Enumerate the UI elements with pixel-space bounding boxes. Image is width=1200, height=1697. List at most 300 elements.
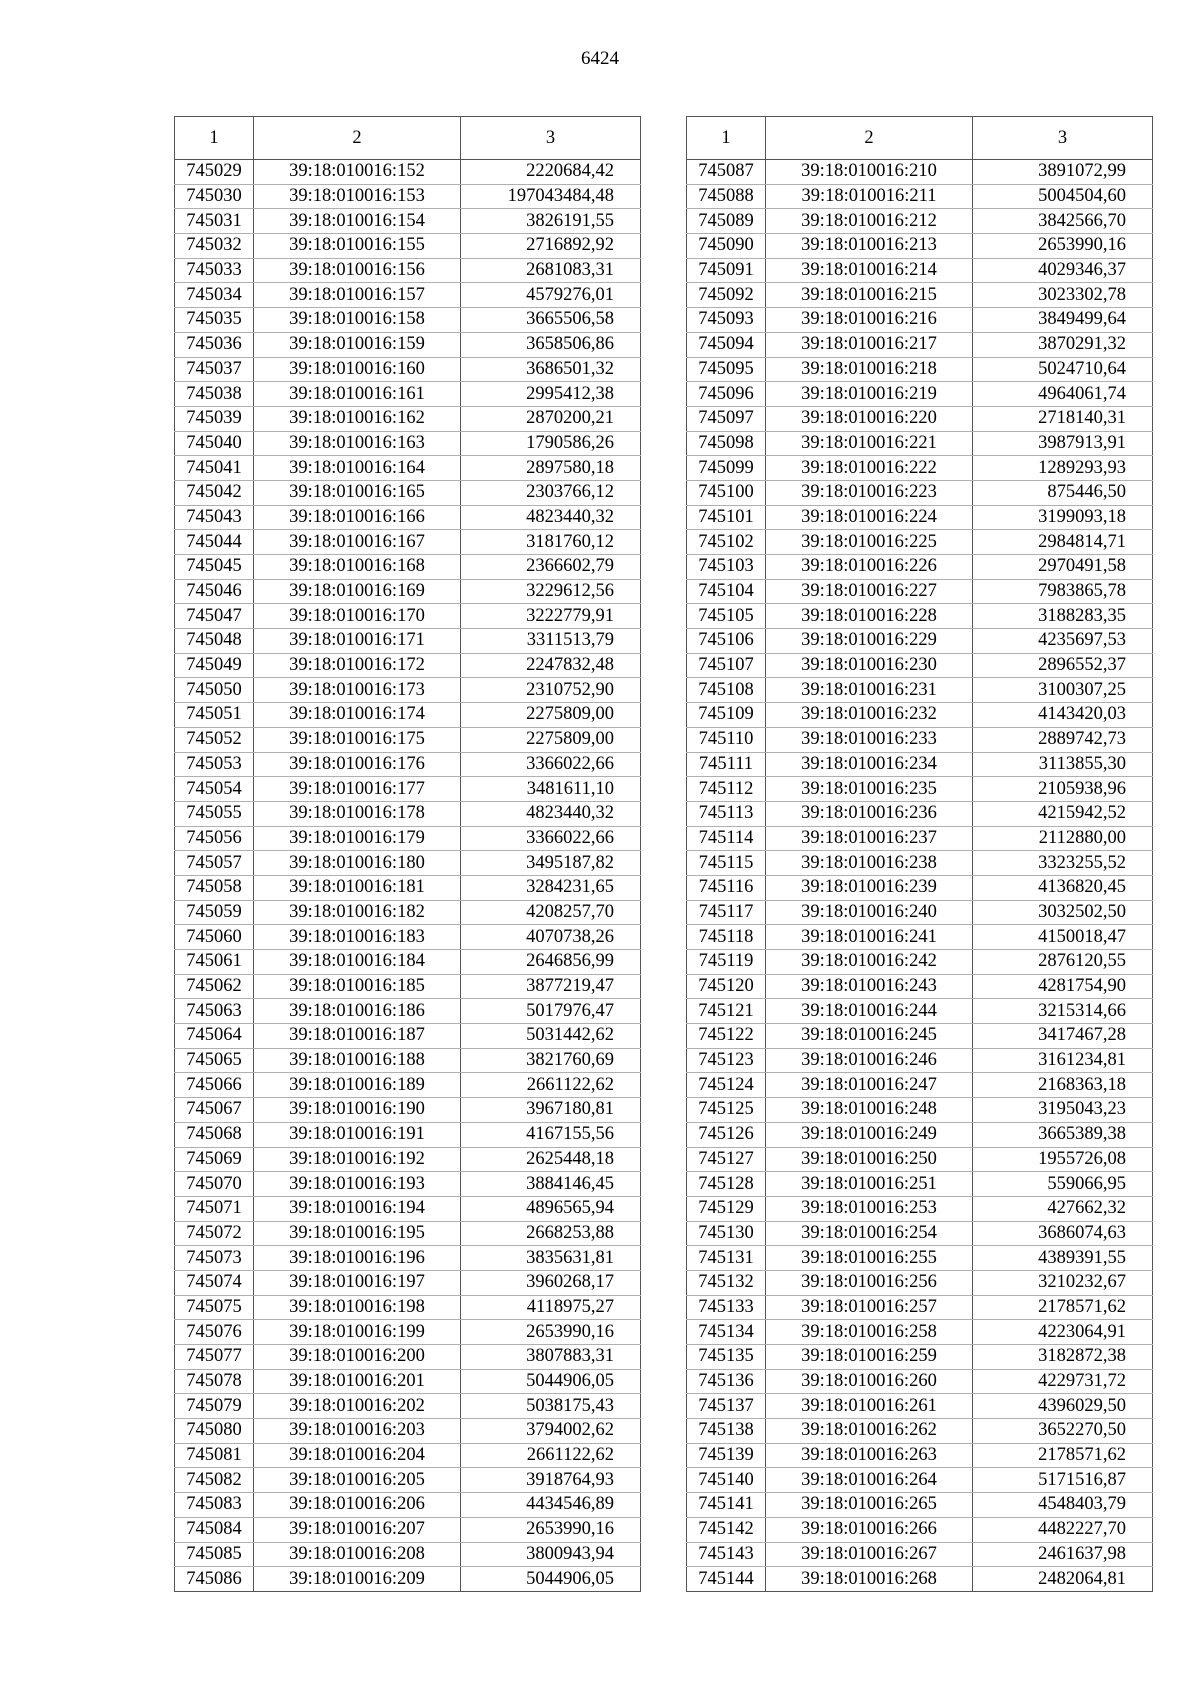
value-cell: 4150018,47 bbox=[973, 925, 1153, 950]
cadastral-number-cell: 39:18:010016:203 bbox=[254, 1419, 461, 1444]
column-header-3: 3 bbox=[973, 117, 1153, 160]
row-number-cell: 745047 bbox=[175, 604, 254, 629]
row-number-cell: 745059 bbox=[175, 900, 254, 925]
row-number-cell: 745094 bbox=[687, 332, 766, 357]
row-number-cell: 745093 bbox=[687, 308, 766, 333]
table-row bbox=[175, 530, 641, 555]
row-number-cell: 745035 bbox=[175, 308, 254, 333]
cadastral-number-cell: 39:18:010016:179 bbox=[254, 826, 461, 851]
cadastral-number-cell: 39:18:010016:262 bbox=[766, 1419, 973, 1444]
cadastral-number-cell: 39:18:010016:249 bbox=[766, 1122, 973, 1147]
value-cell: 4964061,74 bbox=[973, 382, 1153, 407]
table-row bbox=[175, 851, 641, 876]
value-cell: 3188283,35 bbox=[973, 604, 1153, 629]
table-row bbox=[687, 1517, 1153, 1542]
table-row bbox=[687, 925, 1153, 950]
row-number-cell: 745037 bbox=[175, 357, 254, 382]
cadastral-number-cell: 39:18:010016:184 bbox=[254, 950, 461, 975]
table-row bbox=[687, 555, 1153, 580]
column-header-3: 3 bbox=[461, 117, 641, 160]
row-number-cell: 745070 bbox=[175, 1172, 254, 1197]
row-number-cell: 745141 bbox=[687, 1493, 766, 1518]
table-row bbox=[175, 1295, 641, 1320]
table-row bbox=[175, 801, 641, 826]
row-number-cell: 745124 bbox=[687, 1073, 766, 1098]
value-cell: 3210232,67 bbox=[973, 1270, 1153, 1295]
table-row bbox=[687, 332, 1153, 357]
value-cell: 2303766,12 bbox=[461, 480, 641, 505]
value-cell: 3100307,25 bbox=[973, 678, 1153, 703]
table-row bbox=[175, 431, 641, 456]
cadastral-number-cell: 39:18:010016:202 bbox=[254, 1394, 461, 1419]
cadastral-number-cell: 39:18:010016:201 bbox=[254, 1369, 461, 1394]
table-row bbox=[175, 1048, 641, 1073]
row-number-cell: 745131 bbox=[687, 1246, 766, 1271]
cadastral-number-cell: 39:18:010016:244 bbox=[766, 999, 973, 1024]
row-number-cell: 745074 bbox=[175, 1270, 254, 1295]
table-row bbox=[175, 1122, 641, 1147]
cadastral-number-cell: 39:18:010016:256 bbox=[766, 1270, 973, 1295]
table-row bbox=[175, 1542, 641, 1567]
cadastral-number-cell: 39:18:010016:198 bbox=[254, 1295, 461, 1320]
table-row bbox=[687, 678, 1153, 703]
row-number-cell: 745121 bbox=[687, 999, 766, 1024]
cadastral-number-cell: 39:18:010016:169 bbox=[254, 579, 461, 604]
cadastral-number-cell: 39:18:010016:177 bbox=[254, 777, 461, 802]
value-cell: 4215942,52 bbox=[973, 801, 1153, 826]
cadastral-number-cell: 39:18:010016:159 bbox=[254, 332, 461, 357]
cadastral-number-cell: 39:18:010016:155 bbox=[254, 234, 461, 259]
value-cell: 3417467,28 bbox=[973, 1024, 1153, 1049]
cadastral-number-cell: 39:18:010016:215 bbox=[766, 283, 973, 308]
cadastral-number-cell: 39:18:010016:176 bbox=[254, 752, 461, 777]
value-cell: 2178571,62 bbox=[973, 1295, 1153, 1320]
value-cell: 2625448,18 bbox=[461, 1147, 641, 1172]
table-row bbox=[175, 1024, 641, 1049]
cadastral-number-cell: 39:18:010016:225 bbox=[766, 530, 973, 555]
cadastral-number-cell: 39:18:010016:223 bbox=[766, 480, 973, 505]
table-row bbox=[175, 1246, 641, 1271]
value-cell: 4579276,01 bbox=[461, 283, 641, 308]
column-header-2: 2 bbox=[254, 117, 461, 160]
value-cell: 5038175,43 bbox=[461, 1394, 641, 1419]
table-row bbox=[687, 406, 1153, 431]
cadastral-number-cell: 39:18:010016:218 bbox=[766, 357, 973, 382]
value-cell: 3195043,23 bbox=[973, 1098, 1153, 1123]
table-row bbox=[687, 653, 1153, 678]
table-row bbox=[175, 234, 641, 259]
value-cell: 2105938,96 bbox=[973, 777, 1153, 802]
table-row bbox=[687, 875, 1153, 900]
table-row bbox=[175, 382, 641, 407]
cadastral-number-cell: 39:18:010016:268 bbox=[766, 1567, 973, 1592]
value-cell: 2984814,71 bbox=[973, 530, 1153, 555]
cadastral-number-cell: 39:18:010016:265 bbox=[766, 1493, 973, 1518]
table-row bbox=[687, 1320, 1153, 1345]
value-cell: 3800943,94 bbox=[461, 1542, 641, 1567]
cadastral-number-cell: 39:18:010016:161 bbox=[254, 382, 461, 407]
value-cell: 2653990,16 bbox=[461, 1320, 641, 1345]
value-cell: 2897580,18 bbox=[461, 456, 641, 481]
row-number-cell: 745087 bbox=[687, 160, 766, 185]
registry-table-left bbox=[174, 116, 641, 1592]
table-row bbox=[687, 1024, 1153, 1049]
row-number-cell: 745073 bbox=[175, 1246, 254, 1271]
row-number-cell: 745143 bbox=[687, 1542, 766, 1567]
table-row bbox=[175, 604, 641, 629]
value-cell: 3311513,79 bbox=[461, 629, 641, 654]
cadastral-number-cell: 39:18:010016:242 bbox=[766, 950, 973, 975]
value-cell: 3821760,69 bbox=[461, 1048, 641, 1073]
table-row bbox=[175, 555, 641, 580]
column-header-2: 2 bbox=[766, 117, 973, 160]
table-row bbox=[687, 752, 1153, 777]
cadastral-number-cell: 39:18:010016:231 bbox=[766, 678, 973, 703]
row-number-cell: 745120 bbox=[687, 974, 766, 999]
value-cell: 4118975,27 bbox=[461, 1295, 641, 1320]
value-cell: 2661122,62 bbox=[461, 1073, 641, 1098]
cadastral-number-cell: 39:18:010016:191 bbox=[254, 1122, 461, 1147]
row-number-cell: 745075 bbox=[175, 1295, 254, 1320]
value-cell: 2220684,42 bbox=[461, 160, 641, 185]
value-cell: 4548403,79 bbox=[973, 1493, 1153, 1518]
row-number-cell: 745038 bbox=[175, 382, 254, 407]
table-row bbox=[175, 950, 641, 975]
cadastral-number-cell: 39:18:010016:152 bbox=[254, 160, 461, 185]
cadastral-number-cell: 39:18:010016:175 bbox=[254, 727, 461, 752]
cadastral-number-cell: 39:18:010016:247 bbox=[766, 1073, 973, 1098]
value-cell: 5044906,05 bbox=[461, 1369, 641, 1394]
cadastral-number-cell: 39:18:010016:188 bbox=[254, 1048, 461, 1073]
cadastral-number-cell: 39:18:010016:237 bbox=[766, 826, 973, 851]
value-cell: 5031442,62 bbox=[461, 1024, 641, 1049]
value-cell: 3826191,55 bbox=[461, 209, 641, 234]
row-number-cell: 745085 bbox=[175, 1542, 254, 1567]
table-header-row bbox=[175, 117, 641, 160]
table-row bbox=[687, 1542, 1153, 1567]
cadastral-number-cell: 39:18:010016:193 bbox=[254, 1172, 461, 1197]
row-number-cell: 745105 bbox=[687, 604, 766, 629]
table-row bbox=[687, 1295, 1153, 1320]
value-cell: 3658506,86 bbox=[461, 332, 641, 357]
row-number-cell: 745053 bbox=[175, 752, 254, 777]
value-cell: 2995412,38 bbox=[461, 382, 641, 407]
cadastral-number-cell: 39:18:010016:263 bbox=[766, 1443, 973, 1468]
cadastral-number-cell: 39:18:010016:210 bbox=[766, 160, 973, 185]
table-row bbox=[687, 801, 1153, 826]
table-row bbox=[175, 357, 641, 382]
table-row bbox=[687, 950, 1153, 975]
row-number-cell: 745051 bbox=[175, 703, 254, 728]
value-cell: 5171516,87 bbox=[973, 1468, 1153, 1493]
cadastral-number-cell: 39:18:010016:196 bbox=[254, 1246, 461, 1271]
cadastral-number-cell: 39:18:010016:255 bbox=[766, 1246, 973, 1271]
value-cell: 3849499,64 bbox=[973, 308, 1153, 333]
value-cell: 2876120,55 bbox=[973, 950, 1153, 975]
table-row bbox=[687, 480, 1153, 505]
table-row bbox=[175, 703, 641, 728]
row-number-cell: 745088 bbox=[687, 184, 766, 209]
cadastral-number-cell: 39:18:010016:219 bbox=[766, 382, 973, 407]
value-cell: 3967180,81 bbox=[461, 1098, 641, 1123]
value-cell: 2275809,00 bbox=[461, 703, 641, 728]
table-row bbox=[687, 974, 1153, 999]
value-cell: 1955726,08 bbox=[973, 1147, 1153, 1172]
cadastral-number-cell: 39:18:010016:194 bbox=[254, 1196, 461, 1221]
row-number-cell: 745033 bbox=[175, 258, 254, 283]
cadastral-number-cell: 39:18:010016:171 bbox=[254, 629, 461, 654]
row-number-cell: 745084 bbox=[175, 1517, 254, 1542]
value-cell: 3960268,17 bbox=[461, 1270, 641, 1295]
table-row bbox=[687, 209, 1153, 234]
value-cell: 3323255,52 bbox=[973, 851, 1153, 876]
table-row bbox=[687, 999, 1153, 1024]
table-row bbox=[687, 308, 1153, 333]
row-number-cell: 745043 bbox=[175, 505, 254, 530]
value-cell: 1289293,93 bbox=[973, 456, 1153, 481]
row-number-cell: 745064 bbox=[175, 1024, 254, 1049]
row-number-cell: 745046 bbox=[175, 579, 254, 604]
row-number-cell: 745062 bbox=[175, 974, 254, 999]
value-cell: 2275809,00 bbox=[461, 727, 641, 752]
table-row bbox=[175, 875, 641, 900]
value-cell: 4823440,32 bbox=[461, 505, 641, 530]
cadastral-number-cell: 39:18:010016:213 bbox=[766, 234, 973, 259]
value-cell: 3807883,31 bbox=[461, 1345, 641, 1370]
value-cell: 2178571,62 bbox=[973, 1443, 1153, 1468]
cadastral-number-cell: 39:18:010016:199 bbox=[254, 1320, 461, 1345]
value-cell: 3842566,70 bbox=[973, 209, 1153, 234]
cadastral-number-cell: 39:18:010016:240 bbox=[766, 900, 973, 925]
value-cell: 3877219,47 bbox=[461, 974, 641, 999]
value-cell: 4482227,70 bbox=[973, 1517, 1153, 1542]
row-number-cell: 745063 bbox=[175, 999, 254, 1024]
value-cell: 4136820,45 bbox=[973, 875, 1153, 900]
cadastral-number-cell: 39:18:010016:267 bbox=[766, 1542, 973, 1567]
table-row bbox=[687, 1172, 1153, 1197]
row-number-cell: 745136 bbox=[687, 1369, 766, 1394]
value-cell: 2870200,21 bbox=[461, 406, 641, 431]
cadastral-number-cell: 39:18:010016:246 bbox=[766, 1048, 973, 1073]
table-row bbox=[175, 1270, 641, 1295]
table-row bbox=[175, 456, 641, 481]
value-cell: 3366022,66 bbox=[461, 826, 641, 851]
cadastral-number-cell: 39:18:010016:245 bbox=[766, 1024, 973, 1049]
cadastral-number-cell: 39:18:010016:266 bbox=[766, 1517, 973, 1542]
table-row bbox=[175, 1567, 641, 1592]
cadastral-number-cell: 39:18:010016:163 bbox=[254, 431, 461, 456]
row-number-cell: 745072 bbox=[175, 1221, 254, 1246]
value-cell: 2668253,88 bbox=[461, 1221, 641, 1246]
row-number-cell: 745052 bbox=[175, 727, 254, 752]
cadastral-number-cell: 39:18:010016:183 bbox=[254, 925, 461, 950]
cadastral-number-cell: 39:18:010016:160 bbox=[254, 357, 461, 382]
table-row bbox=[687, 1270, 1153, 1295]
table-row bbox=[175, 579, 641, 604]
cadastral-number-cell: 39:18:010016:224 bbox=[766, 505, 973, 530]
table-row bbox=[175, 1320, 641, 1345]
row-number-cell: 745092 bbox=[687, 283, 766, 308]
cadastral-number-cell: 39:18:010016:189 bbox=[254, 1073, 461, 1098]
value-cell: 3686074,63 bbox=[973, 1221, 1153, 1246]
table-row bbox=[687, 579, 1153, 604]
cadastral-number-cell: 39:18:010016:221 bbox=[766, 431, 973, 456]
row-number-cell: 745108 bbox=[687, 678, 766, 703]
value-cell: 3113855,30 bbox=[973, 752, 1153, 777]
value-cell: 4389391,55 bbox=[973, 1246, 1153, 1271]
row-number-cell: 745049 bbox=[175, 653, 254, 678]
table-row bbox=[687, 258, 1153, 283]
value-cell: 2653990,16 bbox=[973, 234, 1153, 259]
row-number-cell: 745057 bbox=[175, 851, 254, 876]
cadastral-number-cell: 39:18:010016:250 bbox=[766, 1147, 973, 1172]
value-cell: 3652270,50 bbox=[973, 1419, 1153, 1444]
row-number-cell: 745128 bbox=[687, 1172, 766, 1197]
value-cell: 559066,95 bbox=[973, 1172, 1153, 1197]
cadastral-number-cell: 39:18:010016:228 bbox=[766, 604, 973, 629]
cadastral-number-cell: 39:18:010016:162 bbox=[254, 406, 461, 431]
row-number-cell: 745109 bbox=[687, 703, 766, 728]
cadastral-number-cell: 39:18:010016:173 bbox=[254, 678, 461, 703]
table-row bbox=[175, 752, 641, 777]
table-row bbox=[175, 258, 641, 283]
value-cell: 3215314,66 bbox=[973, 999, 1153, 1024]
value-cell: 3870291,32 bbox=[973, 332, 1153, 357]
table-row bbox=[687, 431, 1153, 456]
cadastral-number-cell: 39:18:010016:248 bbox=[766, 1098, 973, 1123]
value-cell: 2970491,58 bbox=[973, 555, 1153, 580]
table-row bbox=[175, 1221, 641, 1246]
value-cell: 3884146,45 bbox=[461, 1172, 641, 1197]
row-number-cell: 745031 bbox=[175, 209, 254, 234]
table-row bbox=[175, 1443, 641, 1468]
row-number-cell: 745054 bbox=[175, 777, 254, 802]
row-number-cell: 745103 bbox=[687, 555, 766, 580]
cadastral-number-cell: 39:18:010016:154 bbox=[254, 209, 461, 234]
row-number-cell: 745086 bbox=[175, 1567, 254, 1592]
table-row bbox=[687, 1098, 1153, 1123]
row-number-cell: 745036 bbox=[175, 332, 254, 357]
table-row bbox=[175, 1196, 641, 1221]
table-row bbox=[175, 1098, 641, 1123]
table-row bbox=[175, 653, 641, 678]
value-cell: 4235697,53 bbox=[973, 629, 1153, 654]
table-row bbox=[687, 1394, 1153, 1419]
row-number-cell: 745123 bbox=[687, 1048, 766, 1073]
cadastral-number-cell: 39:18:010016:178 bbox=[254, 801, 461, 826]
row-number-cell: 745134 bbox=[687, 1320, 766, 1345]
row-number-cell: 745111 bbox=[687, 752, 766, 777]
cadastral-number-cell: 39:18:010016:164 bbox=[254, 456, 461, 481]
value-cell: 3284231,65 bbox=[461, 875, 641, 900]
row-number-cell: 745132 bbox=[687, 1270, 766, 1295]
table-row bbox=[687, 357, 1153, 382]
table-row bbox=[175, 999, 641, 1024]
cadastral-number-cell: 39:18:010016:230 bbox=[766, 653, 973, 678]
table-row bbox=[175, 1172, 641, 1197]
table-row bbox=[175, 209, 641, 234]
value-cell: 7983865,78 bbox=[973, 579, 1153, 604]
cadastral-number-cell: 39:18:010016:216 bbox=[766, 308, 973, 333]
row-number-cell: 745060 bbox=[175, 925, 254, 950]
row-number-cell: 745118 bbox=[687, 925, 766, 950]
value-cell: 4167155,56 bbox=[461, 1122, 641, 1147]
row-number-cell: 745112 bbox=[687, 777, 766, 802]
value-cell: 4229731,72 bbox=[973, 1369, 1153, 1394]
value-cell: 5017976,47 bbox=[461, 999, 641, 1024]
value-cell: 4434546,89 bbox=[461, 1493, 641, 1518]
row-number-cell: 745102 bbox=[687, 530, 766, 555]
value-cell: 3835631,81 bbox=[461, 1246, 641, 1271]
row-number-cell: 745040 bbox=[175, 431, 254, 456]
cadastral-number-cell: 39:18:010016:233 bbox=[766, 727, 973, 752]
table-row bbox=[175, 826, 641, 851]
value-cell: 2482064,81 bbox=[973, 1567, 1153, 1592]
row-number-cell: 745067 bbox=[175, 1098, 254, 1123]
value-cell: 4281754,90 bbox=[973, 974, 1153, 999]
cadastral-number-cell: 39:18:010016:238 bbox=[766, 851, 973, 876]
cadastral-number-cell: 39:18:010016:239 bbox=[766, 875, 973, 900]
value-cell: 3495187,82 bbox=[461, 851, 641, 876]
table-row bbox=[687, 1345, 1153, 1370]
table-row bbox=[175, 1468, 641, 1493]
value-cell: 2646856,99 bbox=[461, 950, 641, 975]
table-row bbox=[687, 382, 1153, 407]
row-number-cell: 745077 bbox=[175, 1345, 254, 1370]
row-number-cell: 745090 bbox=[687, 234, 766, 259]
row-number-cell: 745069 bbox=[175, 1147, 254, 1172]
table-row bbox=[175, 727, 641, 752]
cadastral-number-cell: 39:18:010016:236 bbox=[766, 801, 973, 826]
cadastral-number-cell: 39:18:010016:157 bbox=[254, 283, 461, 308]
table-row bbox=[687, 900, 1153, 925]
cadastral-number-cell: 39:18:010016:204 bbox=[254, 1443, 461, 1468]
row-number-cell: 745079 bbox=[175, 1394, 254, 1419]
table-row bbox=[687, 184, 1153, 209]
row-number-cell: 745058 bbox=[175, 875, 254, 900]
row-number-cell: 745034 bbox=[175, 283, 254, 308]
value-cell: 3023302,78 bbox=[973, 283, 1153, 308]
row-number-cell: 745030 bbox=[175, 184, 254, 209]
cadastral-number-cell: 39:18:010016:211 bbox=[766, 184, 973, 209]
value-cell: 5004504,60 bbox=[973, 184, 1153, 209]
cadastral-number-cell: 39:18:010016:197 bbox=[254, 1270, 461, 1295]
table-row bbox=[687, 777, 1153, 802]
row-number-cell: 745056 bbox=[175, 826, 254, 851]
cadastral-number-cell: 39:18:010016:156 bbox=[254, 258, 461, 283]
table-row bbox=[687, 234, 1153, 259]
row-number-cell: 745113 bbox=[687, 801, 766, 826]
table-row bbox=[687, 629, 1153, 654]
table-row bbox=[687, 604, 1153, 629]
table-row bbox=[175, 1517, 641, 1542]
value-cell: 2653990,16 bbox=[461, 1517, 641, 1542]
table-row bbox=[687, 727, 1153, 752]
row-number-cell: 745061 bbox=[175, 950, 254, 975]
row-number-cell: 745091 bbox=[687, 258, 766, 283]
row-number-cell: 745130 bbox=[687, 1221, 766, 1246]
value-cell: 875446,50 bbox=[973, 480, 1153, 505]
table-row bbox=[175, 308, 641, 333]
value-cell: 3665506,58 bbox=[461, 308, 641, 333]
table-row bbox=[687, 1048, 1153, 1073]
value-cell: 3199093,18 bbox=[973, 505, 1153, 530]
value-cell: 3891072,99 bbox=[973, 160, 1153, 185]
cadastral-number-cell: 39:18:010016:226 bbox=[766, 555, 973, 580]
value-cell: 197043484,48 bbox=[461, 184, 641, 209]
table-row bbox=[175, 1369, 641, 1394]
table-row bbox=[687, 456, 1153, 481]
